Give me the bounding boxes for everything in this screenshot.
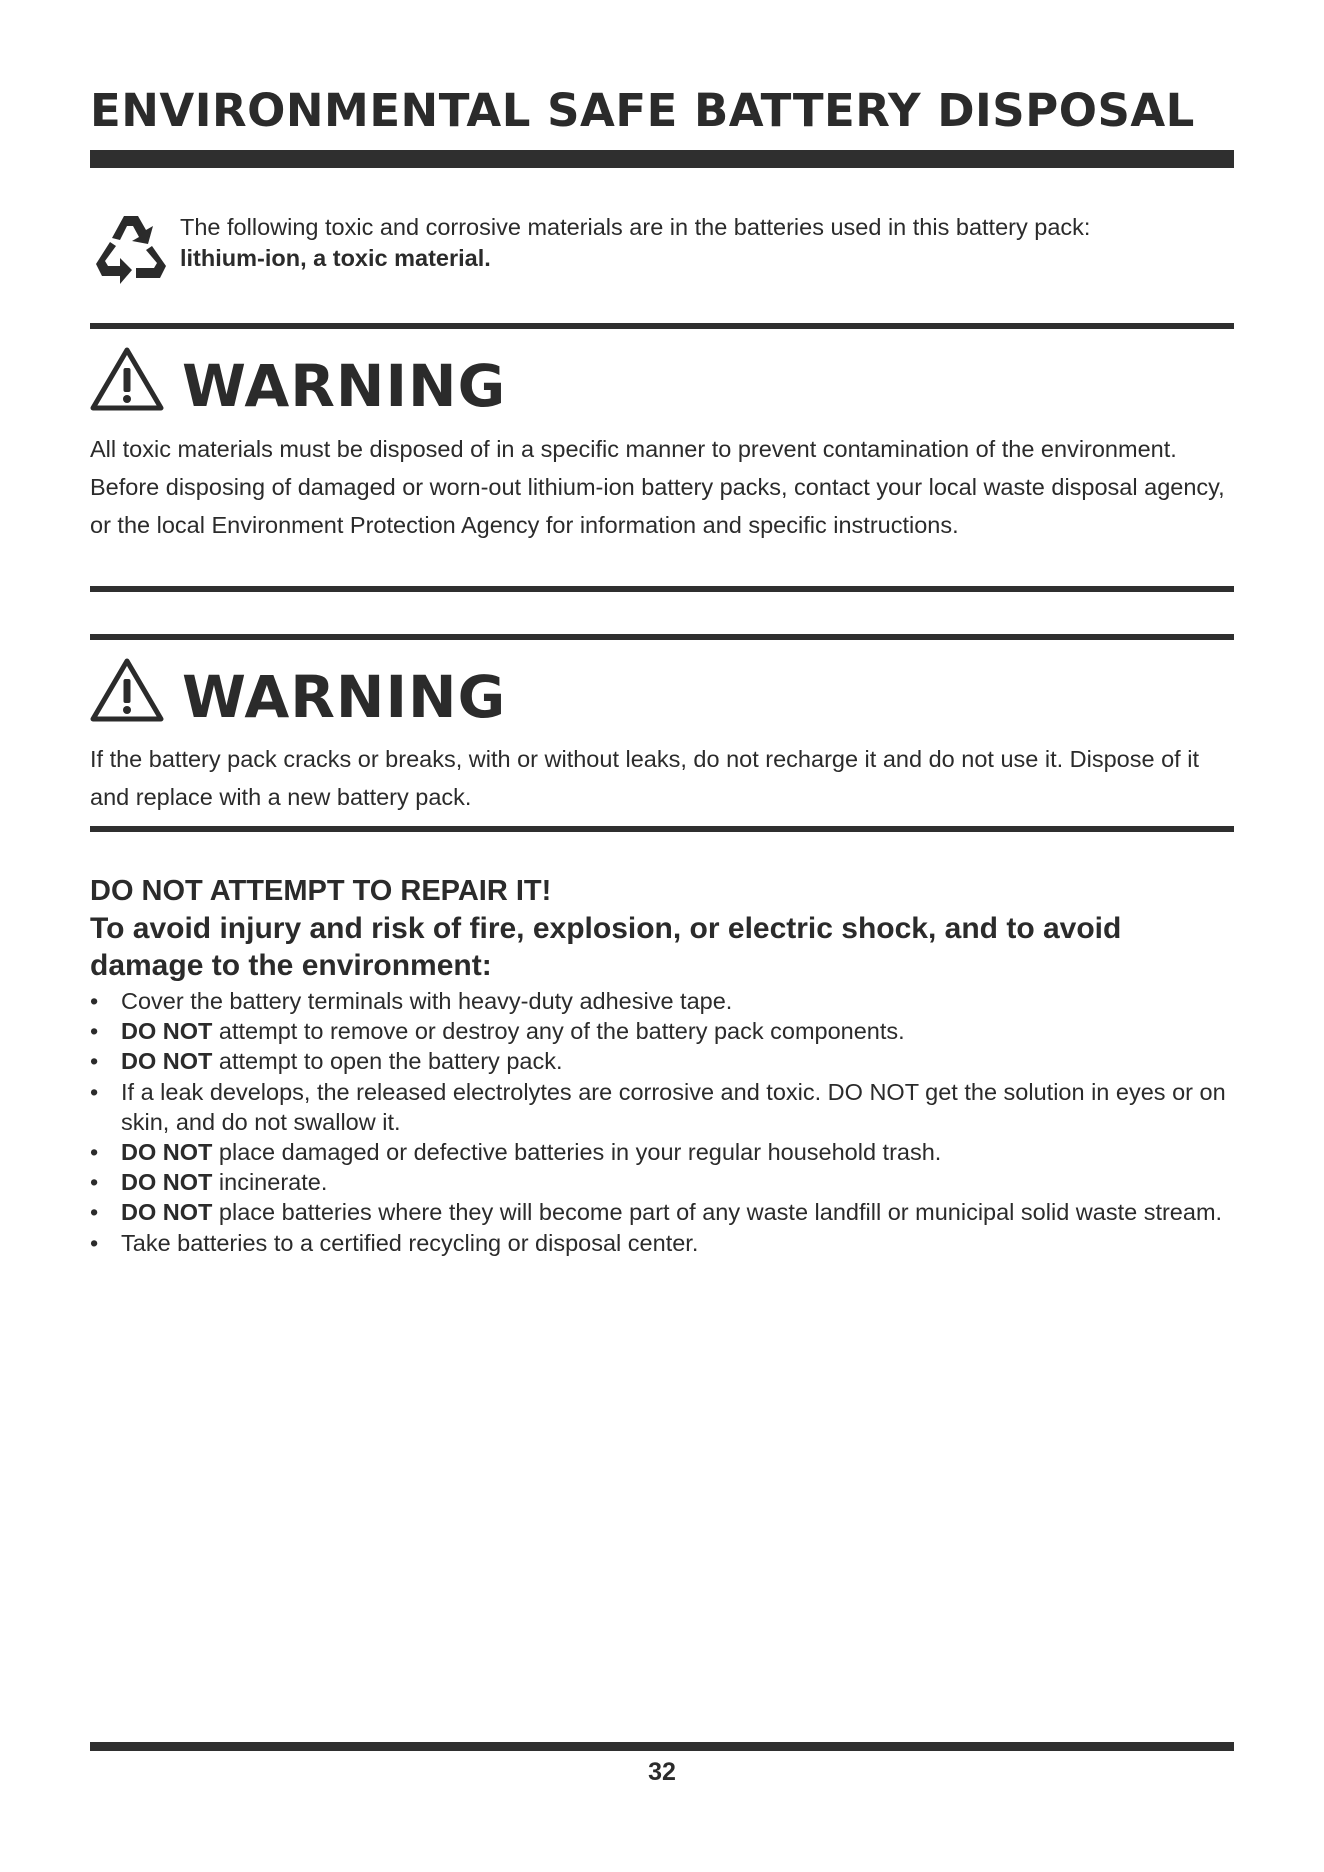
bullet: •	[90, 1199, 99, 1226]
bullet: •	[90, 1169, 99, 1196]
intro-text	[180, 212, 1240, 274]
list-item-text: If a leak develops, the released electrolytes are corrosive and toxic. DO NOT get the solution in eyes or on skin, and do not swallow it.	[121, 1078, 1226, 1135]
divider	[90, 323, 1234, 329]
list-item-text: attempt to remove or destroy any of the battery pack components.	[212, 1018, 905, 1045]
warning-heading: WARNING	[182, 352, 507, 420]
list-item-text: attempt to open the battery pack.	[212, 1048, 563, 1075]
divider	[90, 826, 1234, 832]
list-item	[90, 1228, 1240, 1258]
list-item-text: place damaged or defective batteries in your regular household trash.	[212, 1139, 942, 1166]
list-item-text: place batteries where they will become part of any waste landfill or municipal solid waste stream.	[212, 1199, 1223, 1226]
list-item-emphasis: DO NOT	[121, 1048, 213, 1075]
warning-body: If the battery pack cracks or breaks, with or without leaks, do not recharge it and do not use it. Dispose of it and replace with a new battery pack.	[90, 746, 1199, 810]
list-item	[90, 1137, 1240, 1167]
bullet: •	[90, 1078, 99, 1105]
list-item-text: incinerate.	[212, 1169, 328, 1196]
warning-triangle-icon	[90, 346, 164, 412]
list-item	[90, 1167, 1240, 1197]
intro-material: lithium-ion, a toxic material.	[180, 245, 491, 271]
list-item-emphasis: DO NOT	[121, 1139, 213, 1166]
bullet: •	[90, 1229, 99, 1256]
list-item	[90, 1197, 1240, 1227]
bullet: •	[90, 988, 99, 1014]
list-item-text: Cover the battery terminals with heavy-duty adhesive tape.	[121, 988, 733, 1014]
list-item-emphasis: DO NOT	[121, 1169, 213, 1196]
divider	[90, 586, 1234, 592]
list-item-emphasis: DO NOT	[121, 1018, 213, 1045]
page-title: ENVIRONMENTAL SAFE BATTERY DISPOSAL	[90, 84, 1195, 137]
warning-triangle-icon	[90, 657, 164, 723]
divider	[90, 634, 1234, 640]
safety-list	[90, 986, 1240, 1258]
title-divider	[90, 150, 1234, 168]
list-item	[90, 1016, 1240, 1046]
repair-subheading: To avoid injury and risk of fire, explosion, or electric shock, and to avoid damage to the environment:	[90, 912, 1122, 982]
warning-body: All toxic materials must be disposed of in a specific manner to prevent contamination of the environment. Before disposing of damaged or worn-out lithium-ion battery packs, contact your local waste disposal agency, or the local Environment Protection Agency for information and specific instructions.	[90, 436, 1225, 538]
bullet: •	[90, 1048, 99, 1075]
repair-heading: DO NOT ATTEMPT TO REPAIR IT!	[90, 875, 552, 907]
list-item-text: Take batteries to a certified recycling or disposal center.	[121, 1229, 699, 1256]
list-item	[90, 1046, 1240, 1076]
list-item-emphasis: DO NOT	[121, 1199, 213, 1226]
list-item	[90, 1077, 1240, 1137]
bullet: •	[90, 1018, 99, 1045]
page-number: 32	[648, 1758, 676, 1786]
intro-sentence: The following toxic and corrosive materials are in the batteries used in this battery pack:	[180, 214, 1091, 240]
bullet: •	[90, 1139, 99, 1166]
warning-heading: WARNING	[182, 663, 507, 731]
list-item	[90, 986, 1240, 1016]
recycle-icon	[90, 208, 170, 286]
footer-divider	[90, 1742, 1234, 1751]
